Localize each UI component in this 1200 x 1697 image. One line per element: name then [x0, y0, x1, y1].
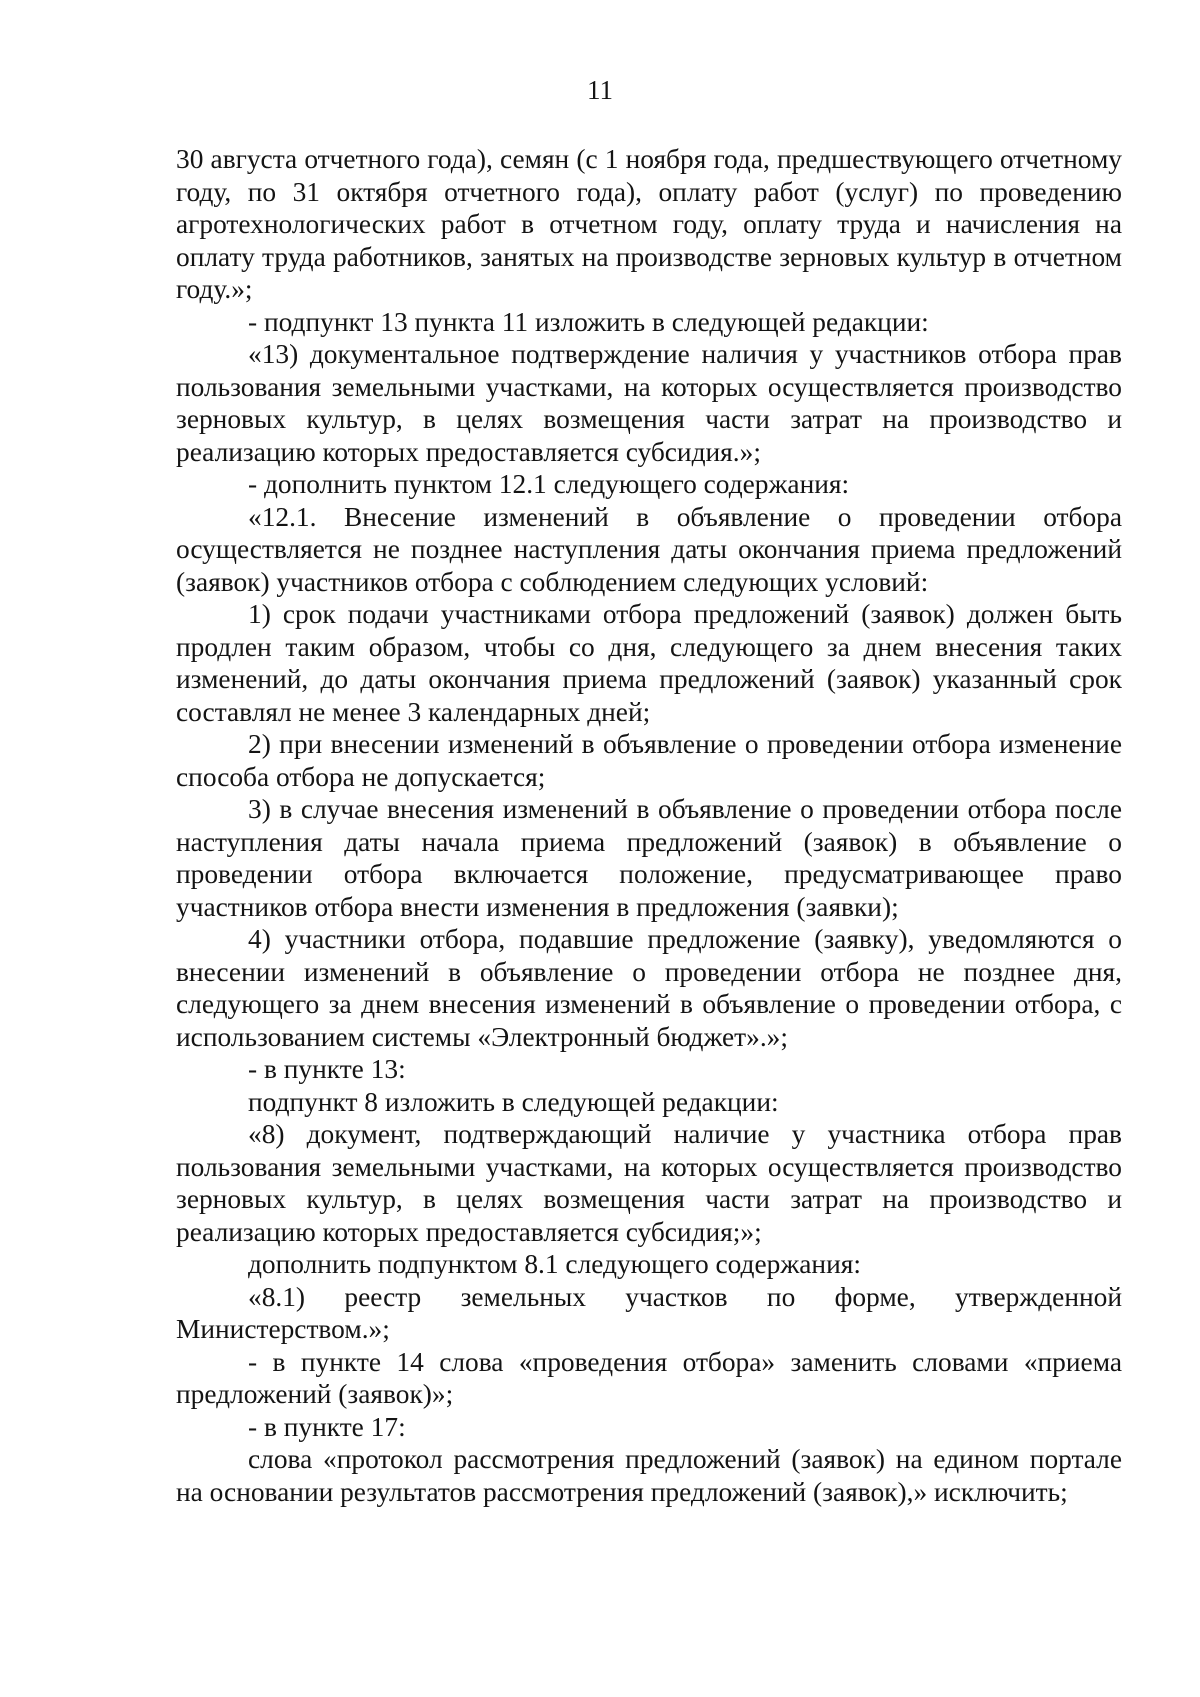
- paragraph-subitem-8-text: «8) документ, подтверждающий наличие у участника отбора прав пользования земельными участками, на которых осуществляется производство зерновых культур, в целях возмещения части затрат на производство и реализацию которых предоставляется субсидия;»;: [176, 1119, 1122, 1247]
- paragraph-subitem-8-1-text: «8.1) реестр земельных участков по форме, утвержденной Министерством.»;: [176, 1281, 1122, 1344]
- paragraph-item-17: - в пункте 17:: [248, 1411, 406, 1442]
- paragraph-amend-subitem-8: подпункт 8 изложить в следующей редакции:: [248, 1086, 779, 1117]
- paragraph-continuation: 30 августа отчетного года), семян (с 1 ноября года, предшествующего отчетному году, по 31 октября отчетного года), оплату работ (услуг) по проведению агротехнологических работ в отчетном году, оплату труда и начисления на оплату труда работников, занятых на производстве зерновых культур в отчетном году.»;: [176, 144, 1122, 304]
- document-body: [176, 143, 1122, 1508]
- paragraph-item-12-1-text: «12.1. Внесение изменений в объявление о проведении отбора осуществляется не позднее наступления даты окончания приема предложений (заявок) участников отбора с соблюдением следующих условий:: [176, 501, 1122, 597]
- paragraph-add-subitem-8-1: дополнить подпунктом 8.1 следующего содержания:: [248, 1249, 861, 1279]
- paragraph-condition-4: 4) участники отбора, подавшие предложение (заявку), уведомляются о внесении изменений в объявление о проведении отбора не позднее дня, следующего за днем внесения изменений в объявление о проведении отбора, с использованием системы «Электронный бюджет».»;: [176, 924, 1122, 1052]
- paragraph-condition-2: 2) при внесении изменений в объявление о проведении отбора изменение способа отбора не допускается;: [176, 729, 1122, 792]
- paragraph-item-17-text: слова «протокол рассмотрения предложений (заявок) на едином портале на основании результатов рассмотрения предложений (заявок),» исключить;: [176, 1444, 1122, 1507]
- paragraph-condition-3: 3) в случае внесения изменений в объявление о проведении отбора после наступления даты начала приема предложений (заявок) в объявление о проведении отбора включается положение, предусматривающее право участников отбора внести изменения в предложения (заявки);: [176, 794, 1122, 922]
- paragraph-item-14: - в пункте 14 слова «проведения отбора» заменить словами «приема предложений (заявок)»;: [176, 1346, 1122, 1409]
- paragraph-add-item-12-1: - дополнить пунктом 12.1 следующего содержания:: [248, 469, 850, 499]
- paragraph-condition-1: 1) срок подачи участниками отбора предложений (заявок) должен быть продлен таким образом, чтобы со дня, следующего за днем внесения таких изменений, до даты окончания приема предложений (заявок) указанный срок составлял не менее 3 календарных дней;: [176, 599, 1122, 727]
- paragraph-subitem-13-text: «13) документальное подтверждение наличия у участников отбора прав пользования земельными участками, на которых осуществляется производство зерновых культур, в целях возмещения части затрат на производство и реализацию которых предоставляется субсидия.»;: [176, 339, 1122, 467]
- page-number: 11: [587, 75, 613, 105]
- paragraph-amend-subitem-13: - подпункт 13 пункта 11 изложить в следующей редакции:: [248, 306, 929, 337]
- paragraph-item-13: - в пункте 13:: [248, 1054, 406, 1084]
